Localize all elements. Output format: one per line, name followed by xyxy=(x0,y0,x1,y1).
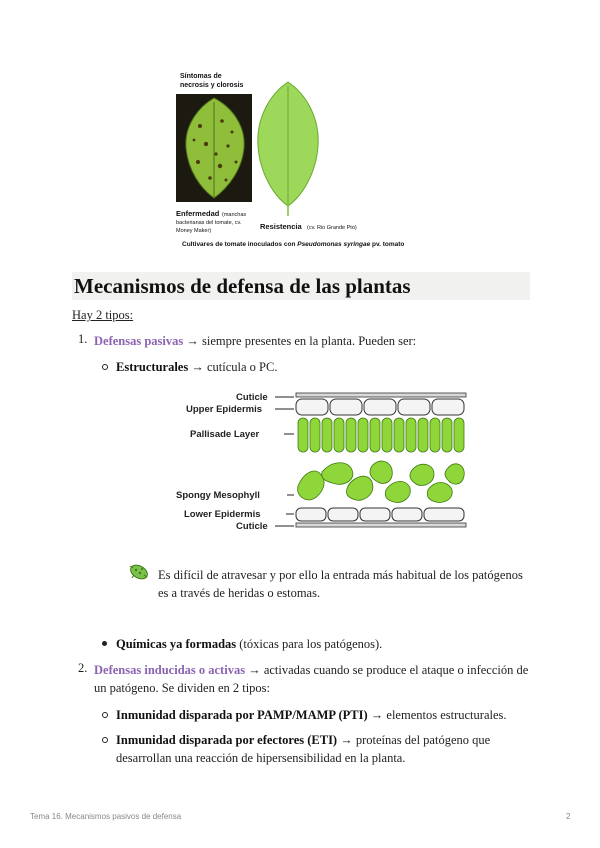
pallisade-cells xyxy=(298,418,464,452)
item2-sub2-bold: Inmunidad disparada por efectores (ETI) xyxy=(116,733,338,747)
quimicas-text: (tóxicas para los patógenos). xyxy=(236,637,383,651)
item2-sub2-line-1 xyxy=(116,731,490,749)
figure1-resistencia-note: (cv. Rio Grande Pto) xyxy=(307,225,357,231)
item2-text-1: → activadas cuando se produce el ataque o infección de xyxy=(245,663,529,677)
cuticle-top xyxy=(296,393,466,397)
figure1-label-top-1: Síntomas de xyxy=(180,73,222,80)
figure1-label-top-2: necrosis y clorosis xyxy=(180,82,244,89)
item2-sub2-line-2: desarrollan una reacción de hipersensibilidad en la planta. xyxy=(116,751,406,765)
item1-title: Defensas pasivas xyxy=(94,334,184,348)
label-upper-epidermis: Upper Epidermis xyxy=(186,404,263,415)
callout-line-1: Es difícil de atravesar y por ello la entrada más habitual de los patógenos xyxy=(158,568,523,582)
item2-sub1-bold: Inmunidad disparada por PAMP/MAMP (PTI) xyxy=(116,708,368,722)
figure1-enfermedad: Enfermedad xyxy=(176,209,220,218)
label-spongy-mesophyll: Spongy Mesophyll xyxy=(176,490,260,501)
label-cuticle-bottom: Cuticle xyxy=(236,521,268,532)
item2-sub1-text: → elementos estructurales. xyxy=(367,708,507,722)
label-cuticle-top: Cuticle xyxy=(236,392,268,403)
page-title: Mecanismos de defensa de las plantas xyxy=(72,272,530,300)
bullet-filled xyxy=(102,641,107,646)
item2-line-2: un patógeno. Se dividen en 2 tipos: xyxy=(94,681,271,695)
item2-sub2-text-1: → proteínas del patógeno que xyxy=(337,733,491,747)
item1-number: 1. xyxy=(78,332,88,346)
figure1-resistencia: Resistencia xyxy=(260,222,302,231)
footer-title: Tema 16. Mecanismos pasivos de defensa xyxy=(30,812,182,821)
intro-text: Hay 2 tipos: xyxy=(72,308,134,322)
spongy-mesophyll-cells xyxy=(298,461,465,502)
item1-text: → siempre presentes en la planta. Pueden ser: xyxy=(183,334,417,348)
item2-title: Defensas inducidas o activas xyxy=(94,663,246,677)
bullet-hollow xyxy=(102,737,108,743)
item1-line xyxy=(94,332,416,350)
item2-line-1 xyxy=(94,661,528,679)
callout-line-2: es a través de heridas o estomas. xyxy=(158,586,321,600)
item2-number: 2. xyxy=(78,661,88,675)
tomato-leaves-figure xyxy=(170,66,432,256)
label-arrows xyxy=(275,397,294,526)
quimicas-line xyxy=(116,635,382,653)
item1-sub1-text: → cutícula o PC. xyxy=(188,360,278,374)
label-pallisade-layer: Pallisade Layer xyxy=(190,429,260,440)
item2-sub1 xyxy=(116,706,507,724)
leaf-cross-section-diagram xyxy=(172,386,472,534)
figure1-enfermedad-note-1: (manchas xyxy=(222,212,247,218)
bullet-hollow xyxy=(102,712,108,718)
figure1-enfermedad-note-2: bacterianas del tomate, cv. xyxy=(176,220,242,226)
item1-sub1-bold: Estructurales xyxy=(116,360,189,374)
label-lower-epidermis: Lower Epidermis xyxy=(184,509,261,520)
cuticle-bottom xyxy=(296,523,466,527)
item1-sub1 xyxy=(116,358,277,376)
lower-epidermis xyxy=(296,508,464,521)
bullet-hollow xyxy=(102,364,108,370)
bacteria-icon xyxy=(128,562,150,582)
quimicas-bold: Químicas ya formadas xyxy=(116,637,237,651)
figure1-enfermedad-note-3: Money Maker) xyxy=(176,228,212,234)
figure1-caption: Cultivares de tomate inoculados con Pseudomonas syringae pv. tomato xyxy=(182,241,405,248)
upper-epidermis xyxy=(296,399,464,415)
page-number: 2 xyxy=(566,812,571,821)
